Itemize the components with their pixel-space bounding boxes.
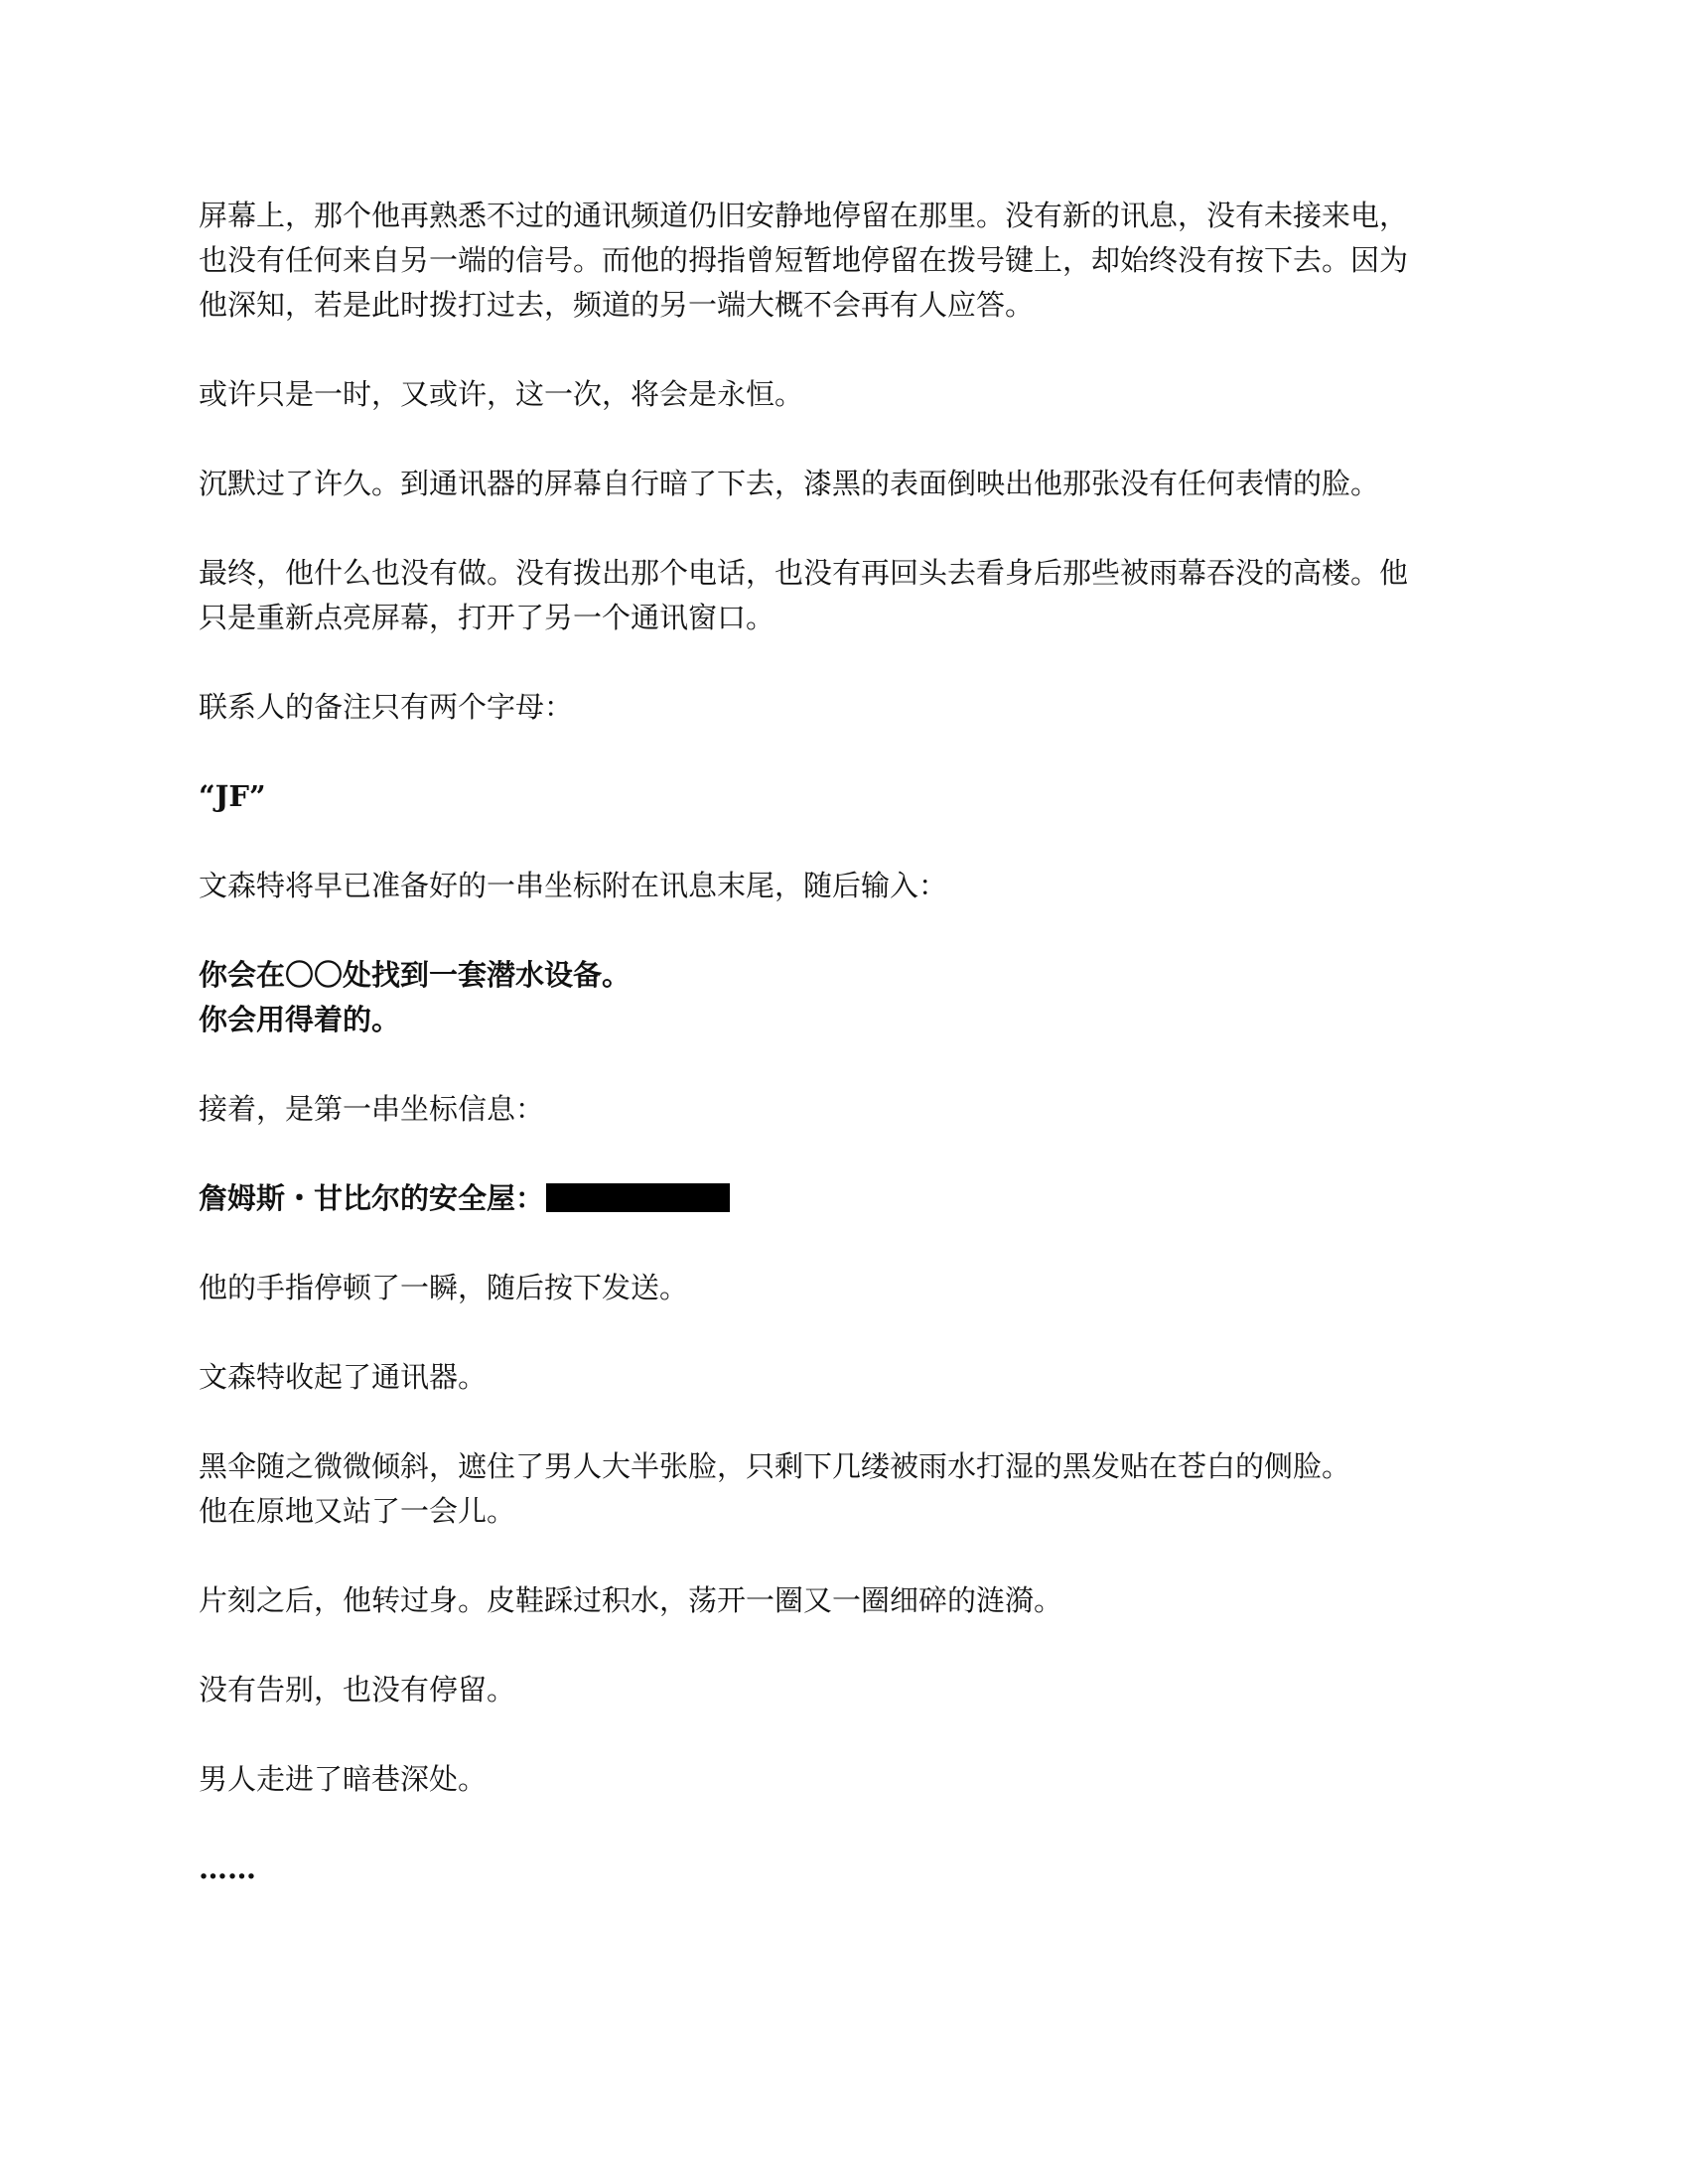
paragraph-13-line-2: 他在原地又站了一会儿。 <box>199 1494 516 1528</box>
paragraph-12: 文森特收起了通讯器。 <box>199 1360 488 1394</box>
document-page <box>199 194 1489 1891</box>
paragraph-7: 文森特将早已准备好的一串坐标附在讯息末尾，随后输入： <box>199 869 948 902</box>
paragraph-3: 沉默过了许久。到通讯器的屏幕自行暗了下去，漆黑的表面倒映出他那张没有任何表情的脸。 <box>199 467 1380 500</box>
paragraph-13 <box>199 1444 1489 1534</box>
paragraph-1 <box>199 194 1489 328</box>
paragraph-8-message <box>199 953 1489 1042</box>
coordinates-label: 詹姆斯・甘比尔的安全屋： <box>199 1181 545 1215</box>
paragraph-4-line-1: 最终，他什么也没有做。没有拨出那个电话，也没有再回头去看身后那些被雨幕吞没的高楼。他 <box>199 556 1409 590</box>
paragraph-6-quote: “JF” <box>199 779 266 813</box>
paragraph-17-ellipsis: …… <box>199 1851 256 1885</box>
message-line-1: 你会在〇〇处找到一套潜水设备。 <box>199 958 632 992</box>
paragraph-1-line-1: 屏幕上，那个他再熟悉不过的通讯频道仍旧安静地停留在那里。没有新的讯息，没有未接来电， <box>199 199 1409 232</box>
paragraph-16: 男人走进了暗巷深处。 <box>199 1762 488 1796</box>
paragraph-10-coordinates <box>199 1176 1489 1221</box>
paragraph-11: 他的手指停顿了一瞬，随后按下发送。 <box>199 1271 689 1304</box>
redacted-block <box>546 1183 730 1212</box>
paragraph-15: 没有告别，也没有停留。 <box>199 1673 516 1706</box>
paragraph-5: 联系人的备注只有两个字母： <box>199 690 574 724</box>
paragraph-9: 接着，是第一串坐标信息： <box>199 1092 545 1126</box>
paragraph-2: 或许只是一时，又或许，这一次，将会是永恒。 <box>199 377 804 411</box>
paragraph-4 <box>199 551 1489 640</box>
paragraph-14: 片刻之后，他转过身。皮鞋踩过积水，荡开一圈又一圈细碎的涟漪。 <box>199 1583 1063 1617</box>
paragraph-4-line-2: 只是重新点亮屏幕，打开了另一个通讯窗口。 <box>199 601 775 634</box>
paragraph-1-line-3: 他深知，若是此时拨打过去，频道的另一端大概不会再有人应答。 <box>199 288 1035 322</box>
paragraph-1-line-2: 也没有任何来自另一端的信号。而他的拇指曾短暂地停留在拨号键上，却始终没有按下去。因为 <box>199 243 1409 277</box>
message-line-2: 你会用得着的。 <box>199 1003 401 1036</box>
paragraph-13-line-1: 黑伞随之微微倾斜，遮住了男人大半张脸，只剩下几缕被雨水打湿的黑发贴在苍白的侧脸。 <box>199 1449 1351 1483</box>
